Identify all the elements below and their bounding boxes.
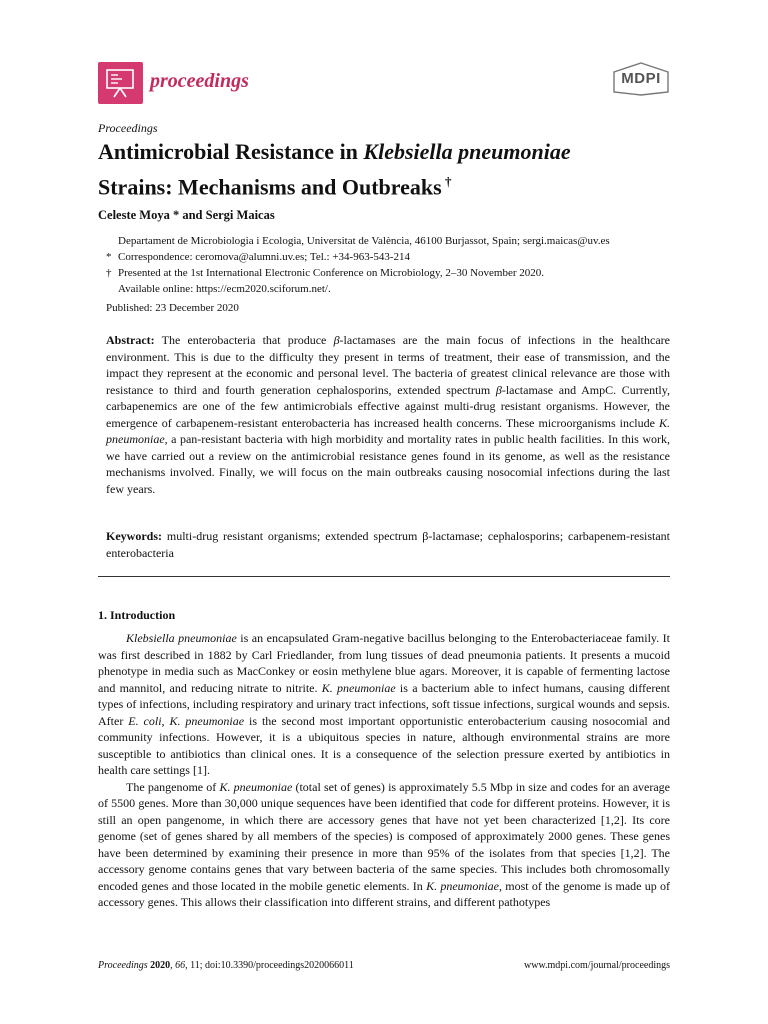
journal-url-link[interactable]: www.mdpi.com/journal/proceedings — [524, 960, 670, 971]
journal-logo-icon — [98, 62, 143, 104]
journal-name: proceedings — [150, 70, 249, 92]
author-list: Celeste Moya * and Sergi Maicas — [98, 208, 275, 222]
keywords-label: Keywords: — [106, 529, 162, 543]
correspondence-row: * Correspondence: ceromova@alumni.uv.es; Tel.: +34-963-543-214 — [106, 251, 411, 263]
publisher-name: MDPI — [621, 70, 661, 87]
affiliations — [106, 233, 676, 297]
keywords: Keywords: multi-drug resistant organisms; extended spectrum β-lactamase; cephalosporins; carbapenem-resistant enterobacteria — [106, 529, 670, 560]
available-online-row[interactable]: Available online: https://ecm2020.sciforum.net/. — [118, 283, 331, 295]
article-type: Proceedings — [98, 121, 158, 135]
citation-footer: Proceedings 2020, 66, 11; doi:10.3390/proceedings2020066011 — [98, 960, 354, 971]
body-text — [98, 630, 670, 911]
published-date: Published: 23 December 2020 — [106, 302, 239, 314]
paper-title: Antimicrobial Resistance in Klebsiella pneumoniae Strains: Mechanisms and Outbreaks † — [98, 139, 571, 200]
section-divider — [98, 576, 670, 577]
abstract: Abstract: The enterobacteria that produce β-lactamases are the main focus of infections in the healthcare environment. This is due to the difficulty they present in terms of treatment, their ease of transmission, and the impact they represent at the economic and personal level. The bacteria of greatest clinical relevance are those with resistance to third and fourth generation cephalosporins, extended spectrum β-lactamase and AmpC. Currently, carbapenemics are one of the few antimicrobials effective against multi-drug resistant organisms. However, the emergence of carbapenem-resistant enterobacteria has increased health concerns. These microorganisms include K. pneumoniae, a pan-resistant bacteria with high morbidity and mortality rates in public health facilities. In this work, we have carried out a review on the antimicrobial resistance genes found in its genome, as well as the resistance mechanisms involved. Finally, we will focus on the main outbreaks causing nosocomial infections during the last few years. — [106, 333, 670, 496]
abstract-label: Abstract: — [106, 333, 155, 347]
paragraph-1: Klebsiella pneumoniae is an encapsulated Gram-negative bacillus belonging to the Enterobacteriaceae family. It was first described in 1882 by Carl Friedlander, from lung tissues of dead pneumonia patients. It presents a mucoid phenotype in media such as MacConkey or eosin methylene blue agars. Moreover, it is capable of fermenting lactose and mannitol, and reducing nitrate to nitrite. K. pneumoniae is a bacterium able to infect humans, causing different types of infections, including respiratory and urinary tract infections, soft tissue infections, surgical wounds and sepsis. After E. coli, K. pneumoniae is the second most important opportunistic enterobacterium causing nosocomial and community infections. However, it is a ubiquitous species in nature, although environmental strains are more susceptible to antibiotics than clinical ones. It is a consequence of the selection pressure exerted by antibiotics in health care settings [1]. — [98, 631, 671, 777]
conference-note-row: † Presented at the 1st International Electronic Conference on Microbiology, 2–30 November 2020. — [106, 267, 545, 279]
affiliation-row: Departament de Microbiologia i Ecologia, Universitat de València, 46100 Burjassot, Spain; sergi.maicas@uv.es — [118, 235, 610, 247]
section-heading: 1. Introduction — [98, 608, 176, 622]
paragraph-2: The pangenome of K. pneumoniae (total set of genes) is approximately 5.5 Mbp in size and codes for an average of 5500 genes. More than 30,000 unique sequences have been identified that code for different proteins. However, it is still an open pangenome, in which there are accessory genes that have not yet been characterized [1,2]. Its core genome (set of genes shared by all members of the species) is composed of approximately 2000 genes. These genes have been determined by examining their presence in more than 95% of the isolates from that species [1,2]. The accessory genome contains genes that vary between bacteria of the same species. This includes both chromosomally encoded genes and those located in the mobile genetic elements. In K. pneumoniae, most of the genome is made up of accessory genes. This allows their classification into different strains, and different pathotypes — [98, 779, 671, 909]
title-footnote-mark: † — [441, 174, 452, 189]
title-organism: Klebsiella pneumoniae — [363, 139, 571, 164]
